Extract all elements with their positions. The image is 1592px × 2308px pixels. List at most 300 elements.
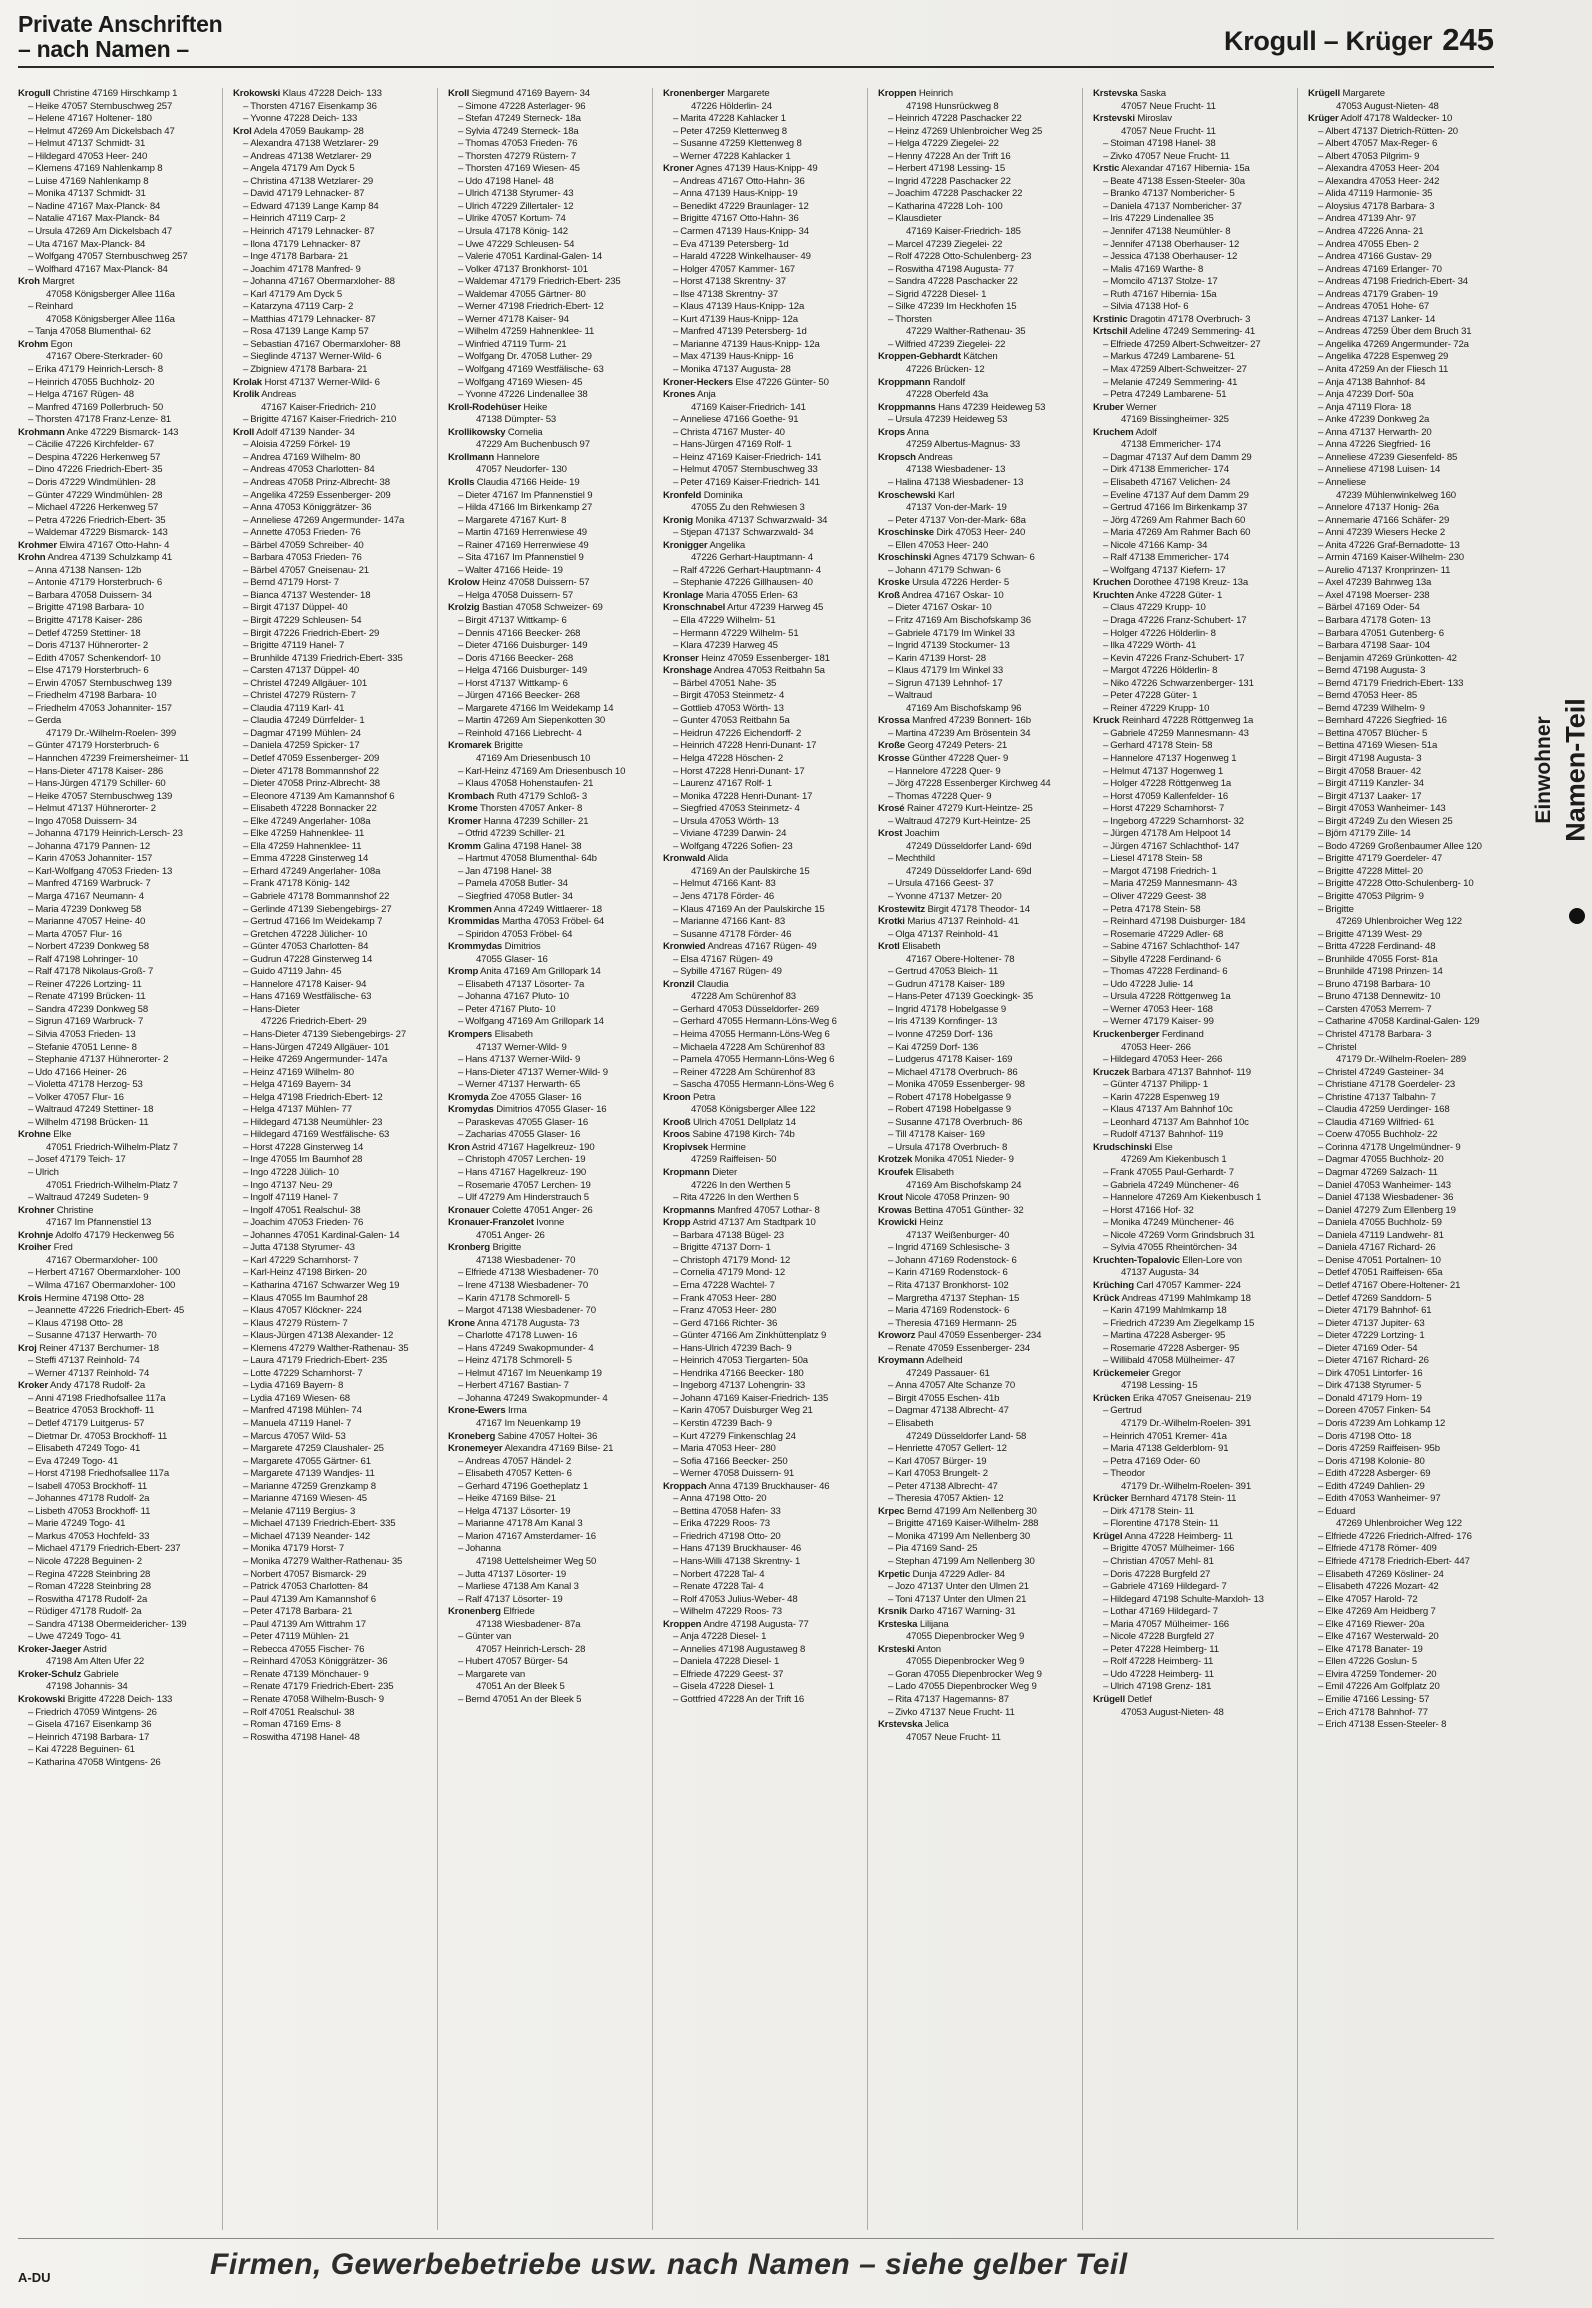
listing-entry bbox=[18, 753, 212, 766]
listing-entry bbox=[1093, 1280, 1287, 1293]
entry-details: Maria 47055 Erlen- 63 bbox=[703, 589, 798, 601]
dash-marker: – bbox=[1318, 1417, 1324, 1429]
dash-marker: – bbox=[28, 640, 34, 652]
listing-entry bbox=[233, 690, 427, 703]
listing-entry bbox=[663, 188, 857, 201]
dash-marker: – bbox=[458, 928, 464, 940]
entry-details: Donald 47179 Horn- 19 bbox=[1325, 1392, 1422, 1404]
listing-entry bbox=[663, 377, 857, 390]
entry-details: Christel 47249 Allgäuer- 101 bbox=[250, 677, 368, 689]
listing-entry bbox=[233, 1418, 427, 1431]
entry-details: Marianne 47139 Haus-Knipp- 12a bbox=[680, 338, 820, 350]
entry-address: 47138 Wiesbadener- 87a bbox=[476, 1618, 581, 1630]
surname: Krohne bbox=[18, 1129, 51, 1141]
listing-entry bbox=[448, 1631, 642, 1644]
listing-entry bbox=[1308, 464, 1502, 477]
dash-marker: – bbox=[243, 878, 249, 890]
entry-details: Uwe 47229 Schleusen- 54 bbox=[465, 238, 575, 250]
dash-marker: – bbox=[673, 439, 679, 451]
listing-entry bbox=[233, 1079, 427, 1092]
entry-details: Elisabeth 47249 Togo- 41 bbox=[35, 1443, 141, 1455]
entry-details: Manuela 47119 Hanel- 7 bbox=[250, 1417, 352, 1429]
dash-marker: – bbox=[673, 640, 679, 652]
entry-details: Birgit 47178 Theodor- 14 bbox=[925, 903, 1030, 915]
entry-details: Anita 47226 Graf-Bernadotte- 13 bbox=[1325, 539, 1460, 551]
listing-entry bbox=[878, 1669, 1072, 1682]
entry-details: Joachim 47053 Frieden- 76 bbox=[250, 1217, 364, 1229]
listing-entry bbox=[1093, 1418, 1287, 1431]
entry-details: Günter 47053 Charlotten- 84 bbox=[250, 941, 369, 953]
listing-entry bbox=[1308, 1606, 1502, 1619]
dash-marker: – bbox=[28, 263, 34, 275]
listing-entry bbox=[878, 1242, 1072, 1255]
listing-column bbox=[878, 88, 1072, 2230]
listing-entry bbox=[1093, 540, 1287, 553]
listing-entry bbox=[663, 226, 857, 239]
dash-marker: – bbox=[673, 527, 679, 539]
dash-marker: – bbox=[888, 1493, 894, 1505]
dash-marker: – bbox=[1318, 1430, 1324, 1442]
listing-entry bbox=[233, 816, 427, 829]
entry-details: Pia 47169 Sand- 25 bbox=[895, 1543, 978, 1555]
dash-marker: – bbox=[888, 652, 894, 664]
entry-details: Manfred 47169 Pollerbruch- 50 bbox=[35, 401, 164, 413]
listing-entry bbox=[878, 740, 1072, 753]
listing-entry bbox=[18, 1343, 212, 1356]
entry-details: Annemarie 47166 Schäfer- 29 bbox=[1325, 514, 1450, 526]
listing-entry bbox=[878, 628, 1072, 641]
entry-details: Nicole 47269 Vorm Grindsbruch 31 bbox=[1110, 1229, 1255, 1241]
entry-details: Reinhard 47053 Königgrätzer- 36 bbox=[250, 1656, 388, 1668]
listing-entry bbox=[233, 239, 427, 252]
dash-marker: – bbox=[243, 288, 249, 300]
entry-details: Christel 47178 Barbara- 3 bbox=[1325, 1029, 1432, 1041]
dash-marker: – bbox=[888, 163, 894, 175]
listing-entry bbox=[233, 1631, 427, 1644]
listing-entry bbox=[663, 803, 857, 816]
listing-entry bbox=[448, 490, 642, 503]
listing-entry bbox=[1093, 88, 1287, 101]
listing-entry bbox=[448, 1293, 642, 1306]
surname: Kroner-Heckers bbox=[663, 376, 733, 388]
entry-details: Monika 47137 Augusta- 28 bbox=[680, 364, 791, 376]
dash-marker: – bbox=[28, 1167, 34, 1179]
listing-entry bbox=[663, 502, 857, 515]
dash-marker: – bbox=[28, 903, 34, 915]
dash-marker: – bbox=[243, 953, 249, 965]
listing-entry bbox=[18, 791, 212, 804]
entry-details: Klaus 47179 Im Winkel 33 bbox=[895, 665, 1004, 677]
entry-details: Yvonne 47228 Deich- 133 bbox=[250, 113, 358, 125]
listing-entry bbox=[448, 1205, 642, 1218]
entry-details: Norbert 47057 Bismarck- 29 bbox=[250, 1568, 367, 1580]
entry-address: 47239 Mühlenwinkelweg 160 bbox=[1336, 489, 1456, 501]
entry-details: Melanie 47249 Semmering- 41 bbox=[1110, 376, 1238, 388]
dash-marker: – bbox=[28, 502, 34, 514]
entry-details: Lothar 47169 Hildegard- 7 bbox=[1110, 1606, 1218, 1618]
entry-address: 47229 Walther-Rathenau- 35 bbox=[906, 326, 1026, 338]
dash-marker: – bbox=[673, 426, 679, 438]
entry-details: Gabriele bbox=[81, 1668, 119, 1680]
listing-column bbox=[18, 88, 212, 2230]
listing-entry bbox=[448, 1104, 642, 1117]
listing-entry bbox=[233, 803, 427, 816]
dash-marker: – bbox=[888, 125, 894, 137]
dash-marker: – bbox=[458, 1668, 464, 1680]
dash-marker: – bbox=[888, 1694, 894, 1705]
entry-details: Karl 47057 Bürger- 19 bbox=[895, 1455, 987, 1467]
listing-entry bbox=[233, 577, 427, 590]
listing-entry bbox=[1093, 602, 1287, 615]
dash-marker: – bbox=[28, 489, 34, 501]
listing-entry bbox=[1308, 778, 1502, 791]
listing-entry bbox=[1308, 1180, 1502, 1193]
entry-details: Doris 47239 Am Lohkamp 12 bbox=[1325, 1417, 1446, 1429]
dash-marker: – bbox=[1103, 1631, 1109, 1643]
entry-details: Paul 47059 Essenberger- 234 bbox=[915, 1330, 1042, 1342]
dash-marker: – bbox=[458, 1543, 464, 1555]
dash-marker: – bbox=[243, 627, 249, 639]
listing-entry bbox=[448, 126, 642, 139]
entry-details: Eleonore 47139 Am Kamannshof 6 bbox=[250, 790, 395, 802]
listing-entry bbox=[18, 251, 212, 264]
listing-entry bbox=[663, 565, 857, 578]
listing-entry bbox=[1308, 188, 1502, 201]
dash-marker: – bbox=[673, 778, 679, 790]
surname: Kroker-Jaeger bbox=[18, 1643, 82, 1655]
entry-details: Dagmar 47055 Buchholz- 20 bbox=[1325, 1154, 1444, 1166]
entry-details: Till 47178 Kaiser- 169 bbox=[895, 1129, 985, 1141]
entry-details: Bernhard 47226 Siegfried- 16 bbox=[1325, 715, 1447, 727]
surname: Kronshage bbox=[663, 665, 712, 677]
side-tab-label-2: Namen-Teil bbox=[1560, 698, 1591, 842]
entry-details: Martina 47228 Asberger- 95 bbox=[1110, 1330, 1226, 1342]
listing-entry bbox=[233, 565, 427, 578]
dash-marker: – bbox=[1318, 1355, 1324, 1367]
listing-entry bbox=[1308, 565, 1502, 578]
listing-entry bbox=[878, 502, 1072, 515]
entry-address: 47179 Dr.-Wilhelm-Roelen- 399 bbox=[46, 727, 177, 739]
listing-entry bbox=[878, 1468, 1072, 1481]
dash-marker: – bbox=[1103, 200, 1109, 212]
listing-entry bbox=[1308, 276, 1502, 289]
dash-marker: – bbox=[1318, 577, 1324, 589]
listing-entry bbox=[878, 1129, 1072, 1142]
entry-details: Daniela 47137 Nombericher- 37 bbox=[1110, 200, 1242, 212]
entry-details: Roswitha 47198 Hanel- 48 bbox=[250, 1731, 360, 1743]
listing-entry bbox=[448, 515, 642, 528]
listing-entry bbox=[663, 1644, 857, 1657]
listing-entry bbox=[233, 1443, 427, 1456]
entry-details: Andrea 47055 Eben- 2 bbox=[1325, 238, 1419, 250]
listing-entry bbox=[233, 1594, 427, 1607]
listing-entry bbox=[18, 1481, 212, 1494]
entry-details: Thomas 47228 Quer- 9 bbox=[895, 790, 992, 802]
entry-details: Birgit 47229 Schleusen- 54 bbox=[250, 614, 362, 626]
listing-entry bbox=[1308, 1456, 1502, 1469]
dash-marker: – bbox=[673, 564, 679, 576]
listing-entry bbox=[1308, 590, 1502, 603]
listing-entry bbox=[233, 991, 427, 1004]
listing-entry bbox=[878, 1343, 1072, 1356]
dash-marker: – bbox=[888, 978, 894, 990]
listing-entry bbox=[448, 653, 642, 666]
entry-details: Joachim 47178 Manfred- 9 bbox=[250, 263, 361, 275]
entry-details: Violetta 47178 Herzog- 53 bbox=[35, 1079, 143, 1091]
listing-entry bbox=[18, 816, 212, 829]
listing-entry bbox=[878, 602, 1072, 615]
listing-entry bbox=[878, 151, 1072, 164]
listing-entry bbox=[1093, 364, 1287, 377]
entry-address: 47167 Obere-Sterkrader- 60 bbox=[46, 351, 163, 363]
dash-marker: – bbox=[243, 577, 249, 589]
entry-details: Ingolf 47051 Realschul- 38 bbox=[250, 1204, 361, 1216]
dash-marker: – bbox=[458, 1279, 464, 1291]
entry-details: Draga 47226 Franz-Schubert- 17 bbox=[1110, 614, 1247, 626]
listing-entry bbox=[663, 264, 857, 277]
entry-details: Else bbox=[1151, 1141, 1173, 1153]
surname: Krügel bbox=[1093, 1530, 1123, 1542]
listing-entry bbox=[448, 151, 642, 164]
listing-entry bbox=[1308, 1280, 1502, 1293]
entry-details: Bettina 47169 Wiesen- 51a bbox=[1325, 740, 1438, 752]
dash-marker: – bbox=[243, 702, 249, 714]
listing-entry bbox=[878, 464, 1072, 477]
entry-details: Astrid 47167 Hagelkreuz- 190 bbox=[469, 1141, 595, 1153]
entry-details: Wilhelm 47259 Hahnenklee- 11 bbox=[465, 326, 595, 338]
entry-details: Spiridon 47053 Fröbel- 64 bbox=[465, 928, 573, 940]
listing-entry bbox=[233, 1732, 427, 1745]
entry-details: Andre 47198 Augusta- 77 bbox=[701, 1618, 809, 1630]
entry-details: Silvia 47053 Frieden- 13 bbox=[35, 1029, 136, 1041]
listing-entry bbox=[663, 1355, 857, 1368]
listing-entry bbox=[18, 1493, 212, 1506]
dash-marker: – bbox=[1318, 1656, 1324, 1668]
listing-entry bbox=[663, 1330, 857, 1343]
dash-marker: – bbox=[673, 577, 679, 589]
dash-marker: – bbox=[1318, 376, 1324, 388]
entry-details: Eva 47249 Togo- 41 bbox=[35, 1455, 119, 1467]
listing-entry bbox=[233, 552, 427, 565]
entry-details: Brigitte 47137 Dorn- 1 bbox=[680, 1242, 771, 1254]
dash-marker: – bbox=[1318, 1618, 1324, 1630]
entry-details: Thomas 47228 Ferdinand- 6 bbox=[1110, 966, 1228, 978]
footer-note: Firmen, Gewerbebetriebe usw. nach Namen – siehe gelber Teil bbox=[210, 2248, 1128, 2281]
entry-details: Dieter 47166 Duisburger- 149 bbox=[465, 640, 588, 652]
listing-entry bbox=[18, 289, 212, 302]
listing-entry bbox=[1093, 389, 1287, 402]
entry-details: Friedhelm 47053 Johanniter- 157 bbox=[35, 702, 172, 714]
dash-marker: – bbox=[28, 238, 34, 250]
entry-details: Herbert 47167 Bastian- 7 bbox=[465, 1380, 569, 1392]
entry-details: Norbert 47228 Tal- 4 bbox=[680, 1568, 765, 1580]
entry-details: Heinrich 47119 Carp- 2 bbox=[250, 213, 346, 225]
listing-entry bbox=[233, 1355, 427, 1368]
entry-details: Thorsten 47057 Anker- 8 bbox=[477, 803, 583, 815]
entry-details: Dagmar 47269 Salzach- 11 bbox=[1325, 1167, 1438, 1179]
entry-details: Paul 47139 Am Wittrahm 17 bbox=[250, 1618, 366, 1630]
dash-marker: – bbox=[28, 1480, 34, 1492]
entry-details: Herbert 47198 Lessing- 15 bbox=[895, 163, 1006, 175]
dash-marker: – bbox=[28, 1455, 34, 1467]
entry-details: Heinrich bbox=[916, 88, 953, 99]
listing-entry bbox=[448, 715, 642, 728]
listing-entry bbox=[663, 941, 857, 954]
entry-details: Emil 47226 Am Golfplatz 20 bbox=[1325, 1681, 1440, 1693]
entry-details: Anna 47053 Königgrätzer- 36 bbox=[250, 502, 372, 514]
dash-marker: – bbox=[1318, 1581, 1324, 1593]
listing-entry bbox=[448, 1443, 642, 1456]
entry-details: Lydia 47169 Wiesen- 68 bbox=[250, 1392, 350, 1404]
dash-marker: – bbox=[673, 1003, 679, 1015]
entry-details: Doris 47198 Kolonie- 80 bbox=[1325, 1455, 1425, 1467]
entry-details: Birgit 47053 Wanheimer- 143 bbox=[1325, 803, 1446, 815]
listing-entry bbox=[18, 1154, 212, 1167]
entry-details: Heima 47055 Hermann-Löns-Weg 6 bbox=[680, 1029, 830, 1041]
listing-entry bbox=[448, 904, 642, 917]
surname: Krpetic bbox=[878, 1568, 911, 1580]
dash-marker: – bbox=[673, 1392, 679, 1404]
listing-entry bbox=[1308, 828, 1502, 841]
entry-details: Brigitte 47228 Otto-Schulenberg- 10 bbox=[1325, 878, 1474, 890]
listing-entry bbox=[1093, 1104, 1287, 1117]
listing-entry bbox=[233, 1569, 427, 1582]
listing-entry bbox=[233, 1619, 427, 1632]
listing-entry bbox=[1308, 1167, 1502, 1180]
dash-marker: – bbox=[1318, 1719, 1324, 1731]
entry-details: Ruth 47179 Schloß- 3 bbox=[494, 790, 588, 802]
listing-entry bbox=[1093, 1543, 1287, 1556]
listing-entry bbox=[448, 778, 642, 791]
listing-entry bbox=[18, 502, 212, 515]
listing-entry bbox=[1308, 1380, 1502, 1393]
entry-details: Gudrun 47228 Ginsterweg 14 bbox=[250, 953, 373, 965]
listing-entry bbox=[18, 1192, 212, 1205]
entry-details: Benjamin 47269 Grünkotten- 42 bbox=[1325, 652, 1457, 664]
entry-details: Birgit 47055 Eschen- 41b bbox=[895, 1392, 1000, 1404]
entry-details: Marianne 47057 Heine- 40 bbox=[35, 916, 146, 928]
listing-entry bbox=[663, 1531, 857, 1544]
entry-details: Gisela 47167 Eisenkamp 36 bbox=[35, 1719, 152, 1731]
entry-details: Barbara 47051 Gutenberg- 6 bbox=[1325, 627, 1444, 639]
entry-details: Horst 47166 Hof- 32 bbox=[1110, 1204, 1194, 1216]
listing-entry bbox=[1308, 389, 1502, 402]
dash-marker: – bbox=[243, 1380, 249, 1392]
entry-details: Kai 47228 Beguinen- 61 bbox=[35, 1744, 135, 1756]
entry-details: Wilfried 47239 Ziegelei- 22 bbox=[895, 338, 1006, 350]
dash-marker: – bbox=[1103, 502, 1109, 514]
entry-details: Renate 47139 Mönchauer- 9 bbox=[250, 1668, 369, 1680]
entry-details: Jan 47198 Hanel- 38 bbox=[465, 865, 552, 877]
entry-details: Andreas bbox=[915, 451, 953, 463]
listing-entry bbox=[663, 1393, 857, 1406]
listing-entry bbox=[448, 1493, 642, 1506]
dash-marker: – bbox=[673, 1455, 679, 1467]
listing-entry bbox=[1308, 577, 1502, 590]
dash-marker: – bbox=[673, 1079, 679, 1091]
listing-entry bbox=[233, 1142, 427, 1155]
listing-entry bbox=[1308, 1067, 1502, 1080]
listing-entry bbox=[1308, 326, 1502, 339]
listing-entry bbox=[663, 966, 857, 979]
entry-details: Alexandra 47053 Heer- 242 bbox=[1325, 175, 1440, 187]
listing-entry bbox=[18, 740, 212, 753]
listing-entry bbox=[1093, 1004, 1287, 1017]
dash-marker: – bbox=[888, 991, 894, 1003]
surname: Krommidas bbox=[448, 916, 500, 928]
entry-details: Peter 47137 Von-der-Mark- 68a bbox=[895, 514, 1026, 526]
listing-entry bbox=[878, 1355, 1072, 1368]
dash-marker: – bbox=[243, 1317, 249, 1329]
listing-entry bbox=[18, 966, 212, 979]
dash-marker: – bbox=[673, 1543, 679, 1555]
surname: Krooß bbox=[663, 1116, 691, 1128]
dash-marker: – bbox=[458, 1367, 464, 1379]
dash-marker: – bbox=[243, 1217, 249, 1229]
listing-entry bbox=[233, 1167, 427, 1180]
entry-details: Helmut 47137 Hühnerorter- 2 bbox=[35, 803, 156, 815]
listing-entry bbox=[663, 653, 857, 666]
entry-details: Doris 47137 Hühnerorter- 2 bbox=[35, 640, 149, 652]
entry-details: Herbert 47167 Obermarxloher- 100 bbox=[35, 1267, 181, 1279]
entry-details: Simone 47228 Asterlager- 96 bbox=[465, 100, 586, 112]
entry-address: 47198 Am Alten Ufer 22 bbox=[46, 1656, 145, 1668]
entry-details: Hans-Ulrich 47239 Bach- 9 bbox=[680, 1342, 792, 1354]
listing-entry bbox=[663, 1042, 857, 1055]
entry-details: Pamela 47058 Butler- 34 bbox=[465, 878, 568, 890]
entry-details: Elvira 47259 Tondemer- 20 bbox=[1325, 1668, 1437, 1680]
entry-address: 47228 Oberfeld 43a bbox=[906, 389, 989, 401]
dash-marker: – bbox=[243, 1455, 249, 1467]
listing-entry bbox=[1093, 163, 1287, 176]
entry-details: Detlef 47167 Obere-Holtener- 21 bbox=[1325, 1279, 1461, 1291]
dash-marker: – bbox=[1318, 401, 1324, 413]
entry-details: Heinz 47169 Wilhelm- 80 bbox=[250, 1066, 354, 1078]
entry-details: Albert 47053 Pilgrim- 9 bbox=[1325, 150, 1420, 162]
entry-details: Udo 47198 Hanel- 48 bbox=[465, 175, 554, 187]
dash-marker: – bbox=[1103, 1643, 1109, 1655]
listing-entry bbox=[18, 377, 212, 390]
entry-details: Claudia 47259 Uerdinger- 168 bbox=[1325, 1104, 1450, 1116]
listing-entry bbox=[663, 239, 857, 252]
listing-entry bbox=[663, 1029, 857, 1042]
dash-marker: – bbox=[458, 727, 464, 739]
listing-entry bbox=[1308, 163, 1502, 176]
entry-details: Detlef 47269 Sanddorn- 5 bbox=[1325, 1292, 1432, 1304]
entry-address: 47057 Neue Frucht- 11 bbox=[1121, 125, 1216, 137]
entry-details: Johann 47169 Kaiser-Friedrich- 135 bbox=[680, 1392, 829, 1404]
listing-entry bbox=[448, 740, 642, 753]
entry-details: Andreas 47259 Über dem Bruch 31 bbox=[1325, 326, 1472, 338]
entry-details: Karl-Heinz 47198 Birken- 20 bbox=[250, 1267, 367, 1279]
surname: Krstevska bbox=[878, 1719, 923, 1731]
entry-details: Beatrice 47053 Brockhoff- 11 bbox=[35, 1405, 155, 1417]
entry-details: Rolf 47053 Julius-Weber- 48 bbox=[680, 1593, 798, 1605]
entry-details: Mechthild bbox=[895, 853, 935, 865]
listing-entry bbox=[1308, 816, 1502, 829]
dash-marker: – bbox=[673, 1380, 679, 1392]
listing-entry bbox=[233, 1531, 427, 1544]
dash-marker: – bbox=[1103, 364, 1109, 376]
listing-entry bbox=[448, 640, 642, 653]
entry-details: Brigitte 47228 Deich- 133 bbox=[65, 1694, 173, 1705]
listing-entry bbox=[448, 665, 642, 678]
listing-entry bbox=[663, 1230, 857, 1243]
entry-details: Margarete van bbox=[465, 1668, 526, 1680]
listing-entry bbox=[18, 565, 212, 578]
dash-marker: – bbox=[243, 1305, 249, 1317]
dash-marker: – bbox=[1318, 1681, 1324, 1693]
